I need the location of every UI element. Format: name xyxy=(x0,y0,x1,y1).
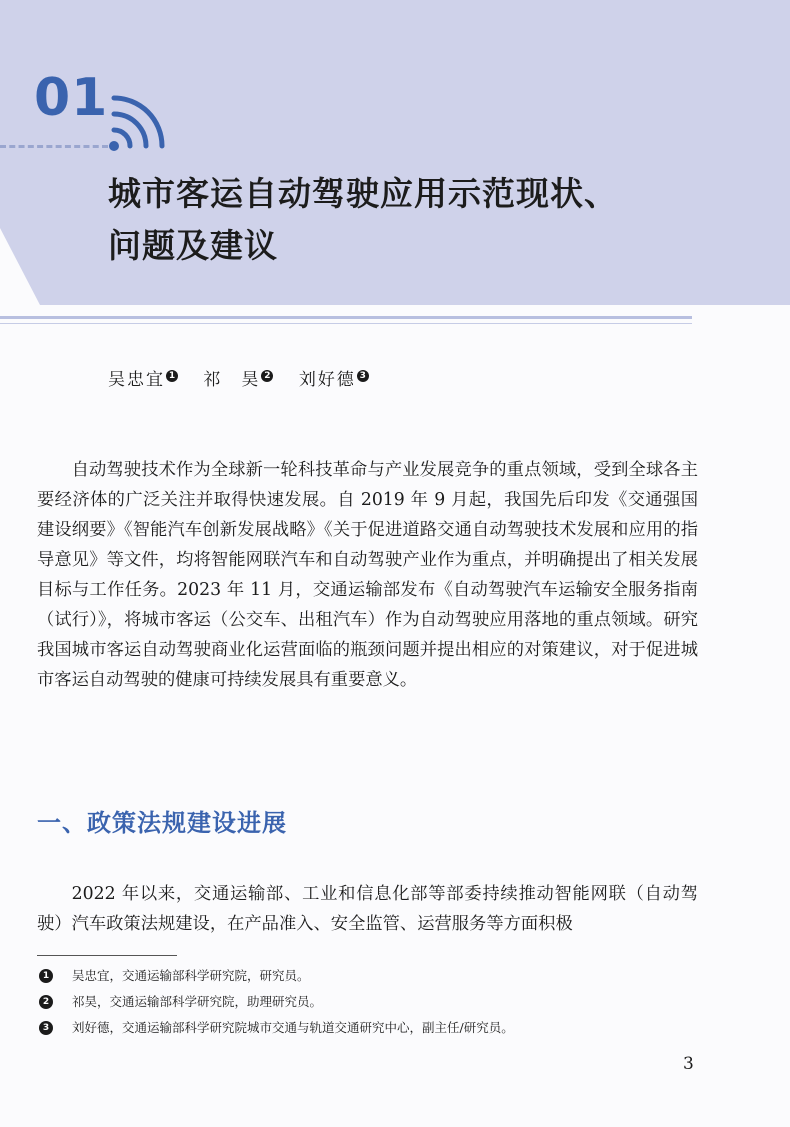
author-name: 刘好德 xyxy=(298,370,356,390)
footnote-divider xyxy=(37,955,177,956)
footnote-marker-icon[interactable]: 1 xyxy=(166,370,178,382)
footnote-text: 吴忠宜，交通运输部科学研究院，研究员。 xyxy=(72,968,310,983)
footnote-item xyxy=(42,1015,514,1041)
chapter-title xyxy=(108,168,708,272)
header-rule xyxy=(0,316,692,319)
author-name: 祁 昊 xyxy=(203,370,261,390)
author xyxy=(203,370,273,390)
section-heading: 一、政策法规建设进展 xyxy=(37,809,287,837)
header-corner-cut xyxy=(0,228,40,305)
footnote-text: 刘好德，交通运输部科学研究院城市交通与轨道交通研究中心，副主任/研究员。 xyxy=(72,1020,514,1035)
chapter-number: 01 xyxy=(34,68,109,128)
header-dashed-line xyxy=(0,145,108,148)
footnote-text: 祁昊，交通运输部科学研究院，助理研究员。 xyxy=(72,994,323,1009)
footnote-item xyxy=(42,989,514,1015)
author xyxy=(108,370,178,390)
author-name: 吴忠宜 xyxy=(108,370,165,390)
footnote-marker-icon[interactable]: 3 xyxy=(357,370,369,382)
footnote-marker-icon: 2 xyxy=(39,995,53,1009)
footnote-marker-icon[interactable]: 2 xyxy=(261,370,273,382)
author xyxy=(299,370,369,390)
author-list xyxy=(108,365,387,390)
chapter-title-line-2: 问题及建议 xyxy=(108,226,278,265)
footnote-marker-icon: 3 xyxy=(39,1021,53,1035)
signal-waves-icon xyxy=(100,80,170,152)
chapter-title-line-1: 城市客运自动驾驶应用示范现状、 xyxy=(108,174,618,213)
page-number: 3 xyxy=(683,1054,694,1074)
footnote-marker-icon: 1 xyxy=(39,969,53,983)
section-paragraph: 2022 年以来，交通运输部、工业和信息化部等部委持续推动智能网联（自动驾驶）汽车政策法规建设，在产品准入、安全监管、运营服务等方面积极 xyxy=(37,884,698,934)
intro-paragraph: 自动驾驶技术作为全球新一轮科技革命与产业发展竞争的重点领域，受到全球各主要经济体的广泛关注并取得快速发展。自 2019 年 9 月起，我国先后印发《交通强国建设纲要》《智能汽车创新发展战略》《关于促进道路交通自动驾驶技术发展和应用的指导意见》等文件，均将智能网联汽车和自动驾驶产业作为重点，并明确提出了相关发展目标与工作任务。2023 年 11 月，交通运输部发布《自动驾驶汽车运输安全服务指南（试行）》，将城市客运（公交车、出租汽车）作为自动驾驶应用落地的重点领域。研究我国城市客运自动驾驶商业化运营面临的瓶颈问题并提出相应的对策建议，对于促进城市客运自动驾驶的健康可持续发展具有重要意义。 xyxy=(37,460,698,690)
footnote-item xyxy=(42,963,514,989)
footnote-list xyxy=(42,963,514,1041)
header-rule-thin xyxy=(0,323,692,324)
